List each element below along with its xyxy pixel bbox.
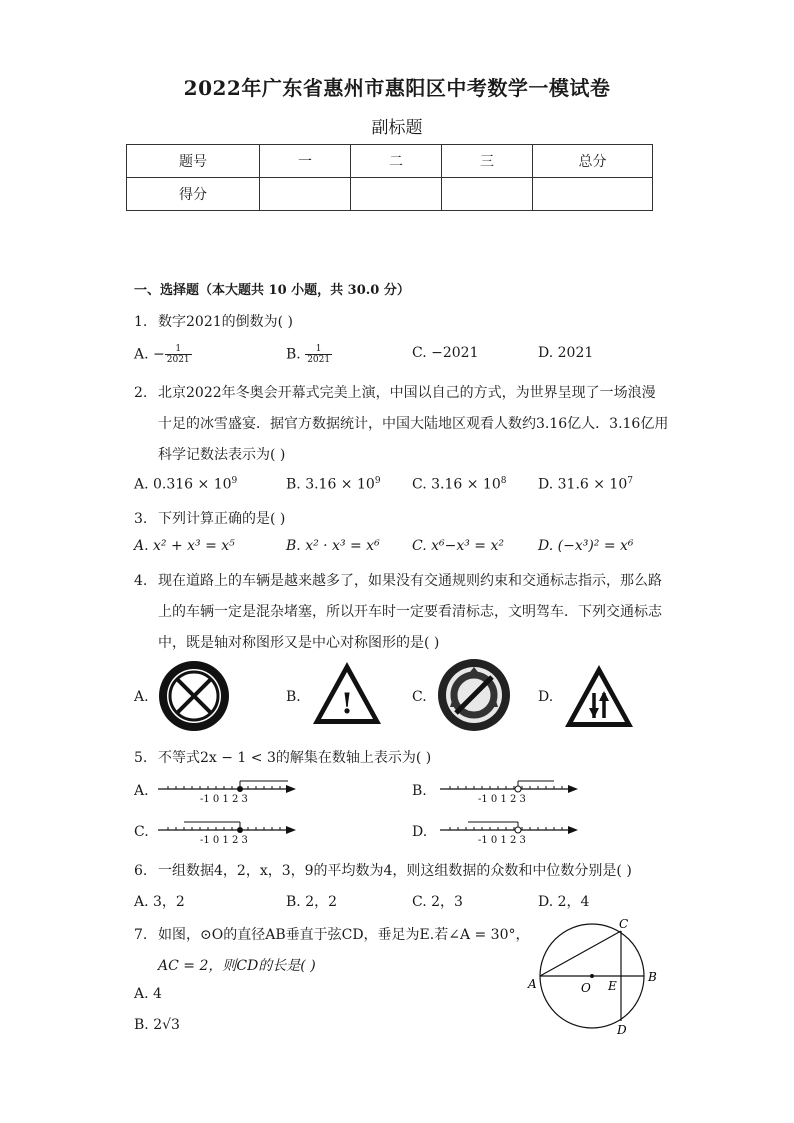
section-heading: 一、选择题（本大题共 10 小题，共 30.0 分） xyxy=(134,283,410,298)
number-line-ticks: -1 0 1 2 3 xyxy=(478,835,526,846)
q6-option-d: D. 2，4 xyxy=(538,894,590,910)
q6-option-b: B. 2，2 xyxy=(286,894,338,910)
question-number: 3. xyxy=(134,511,148,527)
question-text: 一组数据4，2，x，3，9的平均数为4，则这组数据的众数和中位数分别是( ) xyxy=(158,863,632,879)
score-header-cell: 总分 xyxy=(533,145,653,178)
numerator: 1 xyxy=(305,344,332,355)
number-line-ticks: -1 0 1 2 3 xyxy=(478,794,526,805)
score-header-cell: 一 xyxy=(260,145,351,178)
page-subtitle: 副标题 xyxy=(371,118,423,138)
circle-geometry-figure xyxy=(524,914,664,1040)
q5-option-a-label: A. xyxy=(134,783,149,799)
warning-sign-icon xyxy=(310,659,384,727)
question-2 xyxy=(134,382,656,402)
fraction xyxy=(165,344,192,365)
question-number: 6. xyxy=(134,863,148,879)
question-4 xyxy=(134,570,662,590)
option-label: A. xyxy=(134,346,149,363)
q6-option-a: A. 3，2 xyxy=(134,894,185,910)
option-text: B. 3.16 × 10 xyxy=(286,476,375,493)
exponent: 7 xyxy=(627,476,633,486)
question-text: 下列计算正确的是( ) xyxy=(158,511,286,527)
q7-option-a: A. 4 xyxy=(134,986,162,1002)
q1-option-b xyxy=(286,344,332,365)
question-text: 数字2021的倒数为( ) xyxy=(158,314,294,330)
center-point xyxy=(590,974,594,978)
q4-option-a-label: A. xyxy=(134,689,149,705)
question-text-line: 北京2022年冬奥会开幕式完美上演，中国以自己的方式，为世界呈现了一场浪漫 xyxy=(158,385,656,401)
question-number: 5. xyxy=(134,750,148,766)
score-table-header-row xyxy=(127,145,653,178)
q3-option-a: A. x² + x³ = x⁵ xyxy=(134,538,235,554)
option-text: A. 0.316 × 10 xyxy=(134,476,232,493)
question-number: 7. xyxy=(134,927,148,943)
question-text-line: 中，既是轴对称图形又是中心对称图形的是( ) xyxy=(158,635,440,651)
denominator: 2021 xyxy=(166,355,190,365)
q3-option-d: D. (−x³)² = x⁶ xyxy=(538,538,634,554)
exponent: 9 xyxy=(231,476,238,486)
number-line-b xyxy=(438,775,580,805)
question-5 xyxy=(134,747,431,767)
score-cell xyxy=(442,178,533,211)
no-stopping-sign-icon xyxy=(157,659,231,733)
denominator: 2021 xyxy=(307,355,331,365)
page-title: 2022年广东省惠州市惠阳区中考数学一模试卷 xyxy=(183,76,611,100)
minus-sign: − xyxy=(153,346,165,363)
score-header-cell: 题号 xyxy=(127,145,260,178)
q2-option-c xyxy=(412,476,506,493)
point-label-o: O xyxy=(581,981,591,995)
q5-option-d-label: D. xyxy=(412,824,428,840)
q4-option-c-label: C. xyxy=(412,689,427,705)
segment-ac xyxy=(540,931,621,976)
q3-option-b: B. x² · x³ = x⁶ xyxy=(286,538,380,554)
score-row-label: 得分 xyxy=(127,178,260,211)
number-line-a xyxy=(156,775,298,805)
q3-option-c: C. x⁶−x³ = x² xyxy=(412,538,504,554)
score-cell xyxy=(533,178,653,211)
number-line-ticks: -1 0 1 2 3 xyxy=(200,794,248,805)
warn-mark: ! xyxy=(340,687,354,720)
option-label: B. xyxy=(286,346,301,363)
point-label-b: B xyxy=(648,970,657,984)
question-7 xyxy=(134,924,530,944)
point-label-c: C xyxy=(619,917,629,931)
question-3 xyxy=(134,508,285,528)
question-6 xyxy=(134,860,632,880)
q7-option-b: B. 2√3 xyxy=(134,1017,180,1033)
question-text-line: AC = 2，则CD的长是( ) xyxy=(158,958,316,974)
point-label-e: E xyxy=(608,979,617,993)
two-way-traffic-sign-icon xyxy=(562,662,636,730)
q2-option-a xyxy=(134,476,237,493)
score-table-score-row xyxy=(127,178,653,211)
q1-option-c: C. −2021 xyxy=(412,345,479,361)
point-label-d: D xyxy=(617,1023,627,1037)
option-text: D. 31.6 × 10 xyxy=(538,476,628,493)
numerator: 1 xyxy=(165,344,192,355)
fraction xyxy=(305,344,332,365)
question-number: 2. xyxy=(134,385,148,401)
q4-option-b-label: B. xyxy=(286,689,301,705)
q1-option-a xyxy=(134,344,192,365)
point-label-a: A xyxy=(528,977,537,991)
number-line-c xyxy=(156,816,298,846)
q2-option-b xyxy=(286,476,381,493)
q4-option-d-label: D. xyxy=(538,689,554,705)
question-text-line: 现在道路上的车辆是越来越多了，如果没有交通规则约束和交通标志指示，那么路 xyxy=(158,573,662,589)
question-1 xyxy=(134,311,293,331)
q2-option-d xyxy=(538,476,633,493)
score-cell xyxy=(351,178,442,211)
q6-option-c: C. 2，3 xyxy=(412,894,463,910)
q5-option-b-label: B. xyxy=(412,783,427,799)
question-number: 1. xyxy=(134,314,148,330)
question-text-line: 科学记数法表示为( ) xyxy=(158,447,286,463)
exponent: 9 xyxy=(374,476,381,486)
option-text: C. 3.16 × 10 xyxy=(412,476,501,493)
question-text-line: 如图，⊙O的直径AB垂直于弦CD，垂足为E.若∠A = 30°， xyxy=(158,927,530,943)
number-line-d xyxy=(438,816,580,846)
score-header-cell: 二 xyxy=(351,145,442,178)
score-table xyxy=(126,144,653,211)
question-text: 不等式2x − 1 < 3的解集在数轴上表示为( ) xyxy=(158,750,432,766)
q1-option-d: D. 2021 xyxy=(538,345,594,361)
q5-option-c-label: C. xyxy=(134,824,149,840)
question-number: 4. xyxy=(134,573,148,589)
question-text-line: 上的车辆一定是混杂堵塞，所以开车时一定要看清标志，文明驾车．下列交通标志 xyxy=(158,604,662,620)
exponent: 8 xyxy=(500,476,507,486)
roundabout-sign-icon xyxy=(436,657,512,733)
score-header-cell: 三 xyxy=(442,145,533,178)
number-line-ticks: -1 0 1 2 3 xyxy=(200,835,248,846)
score-cell xyxy=(260,178,351,211)
question-text-line: 十足的冰雪盛宴．据官方数据统计，中国大陆地区观看人数约3.16亿人．3.16亿用 xyxy=(158,416,669,432)
